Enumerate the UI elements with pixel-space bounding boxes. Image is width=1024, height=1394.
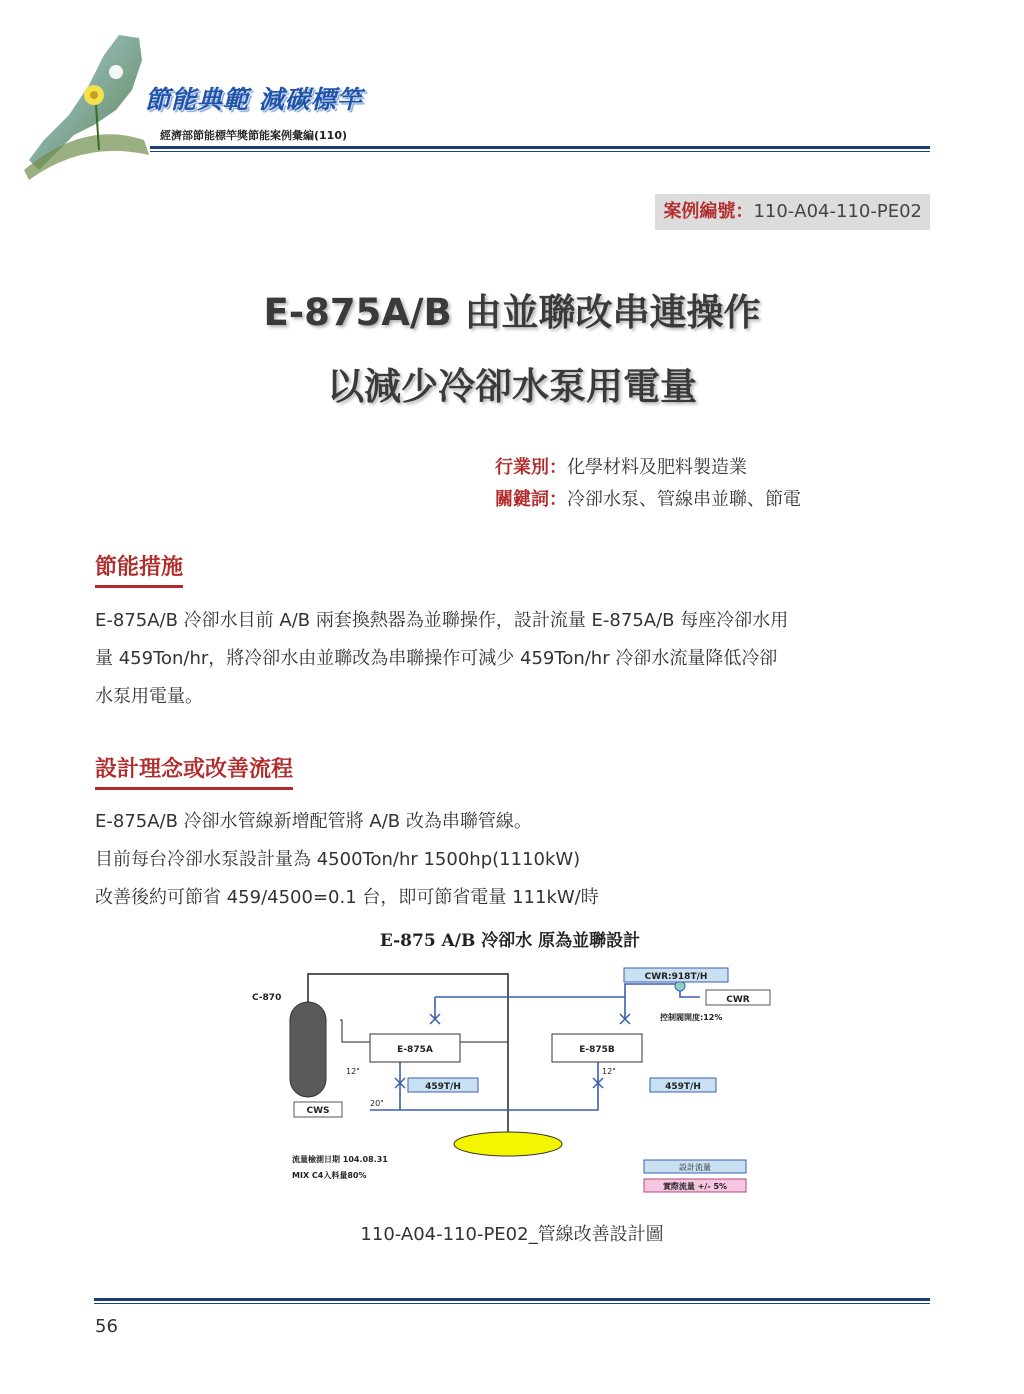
section-heading-measures: 節能措施: [95, 550, 183, 588]
industry-label: 行業別：: [495, 457, 567, 478]
case-number-value: 110-A04-110-PE02: [753, 201, 922, 222]
measure-date: 流量檢測日期 104.08.31: [292, 1155, 388, 1164]
valve-opening-label: 控制閥開度:12%: [660, 1013, 723, 1022]
flow-b-label: 459T/H: [665, 1082, 701, 1092]
body-line: E-875A/B 冷卻水目前 A/B 兩套換熱器為並聯操作，設計流量 E-875A/B 每座冷卻水用: [95, 610, 789, 631]
cws-label: CWS: [306, 1106, 330, 1116]
diagram-title: E-875 A/B 冷卻水 原為並聯設計: [379, 931, 641, 951]
section-heading-design: 設計理念或改善流程: [95, 752, 293, 790]
industry-row: [495, 453, 747, 479]
section-body-design: [95, 803, 935, 917]
figure-caption: 110-A04-110-PE02_管線改善設計圖: [360, 1224, 664, 1245]
body-line: 目前每台冷卻水泵設計量為 4500Ton/hr 1500hp(1110kW): [95, 849, 581, 870]
brand-title: 節能典範 減碳標竿: [145, 85, 363, 114]
body-line: 改善後約可節省 459/4500=0.1 台，即可節省電量 111kW/時: [95, 887, 599, 908]
exchanger-b-label: E-875B: [579, 1045, 615, 1055]
section-body-measures: [95, 602, 935, 716]
keywords-label: 關鍵詞：: [495, 489, 567, 510]
cw-return-pipe: [370, 1062, 598, 1110]
pipe-size-left: 12": [346, 1067, 360, 1076]
flow-a-label: 459T/H: [425, 1082, 461, 1092]
legend-design-label: 設計流量: [679, 1163, 711, 1172]
keywords-value: 冷卻水泵、管線串並聯、節電: [567, 489, 801, 510]
keywords-row: [495, 485, 801, 511]
exchanger-a-label: E-875A: [397, 1045, 433, 1055]
case-number-box: [655, 194, 930, 230]
body-line: 水泵用電量。: [95, 686, 203, 707]
footer-rule: [94, 1298, 930, 1301]
page-title-line2: 以減少冷卻水泵用電量: [327, 365, 697, 408]
cwr-label: CWR: [726, 995, 750, 1005]
mix-note: MIX C4入料量80%: [292, 1171, 367, 1180]
header-rule: [150, 146, 930, 149]
cwr-flow-label: CWR:918T/H: [644, 972, 708, 982]
brand-subtitle: 經濟部節能標竿獎節能案例彙編(110): [160, 129, 348, 142]
body-line: 量 459Ton/hr，將冷卻水由並聯改為串聯操作可減少 459Ton/hr 冷卻水流量降低冷卻: [95, 648, 778, 669]
legend-actual-label: 實際流量 +/- 5%: [662, 1182, 728, 1191]
yellow-drum: [454, 1132, 562, 1156]
page-title-line1: E-875A/B 由並聯改串連操作: [263, 291, 761, 334]
pipe-size-right: 12": [602, 1067, 616, 1076]
body-line: E-875A/B 冷卻水管線新增配管將 A/B 改為串聯管線。: [95, 811, 532, 832]
footer-rule-thin: [94, 1303, 930, 1304]
page-number: 56: [95, 1316, 118, 1337]
header-rule-thin: [150, 151, 930, 152]
vessel-c870: [290, 1002, 326, 1097]
pipe-size-20: 20": [370, 1099, 384, 1108]
vessel-label: C-870: [252, 993, 282, 1003]
industry-value: 化學材料及肥料製造業: [567, 457, 747, 478]
piping-diagram: [230, 922, 790, 1202]
case-number-label: 案例編號：: [663, 201, 754, 222]
